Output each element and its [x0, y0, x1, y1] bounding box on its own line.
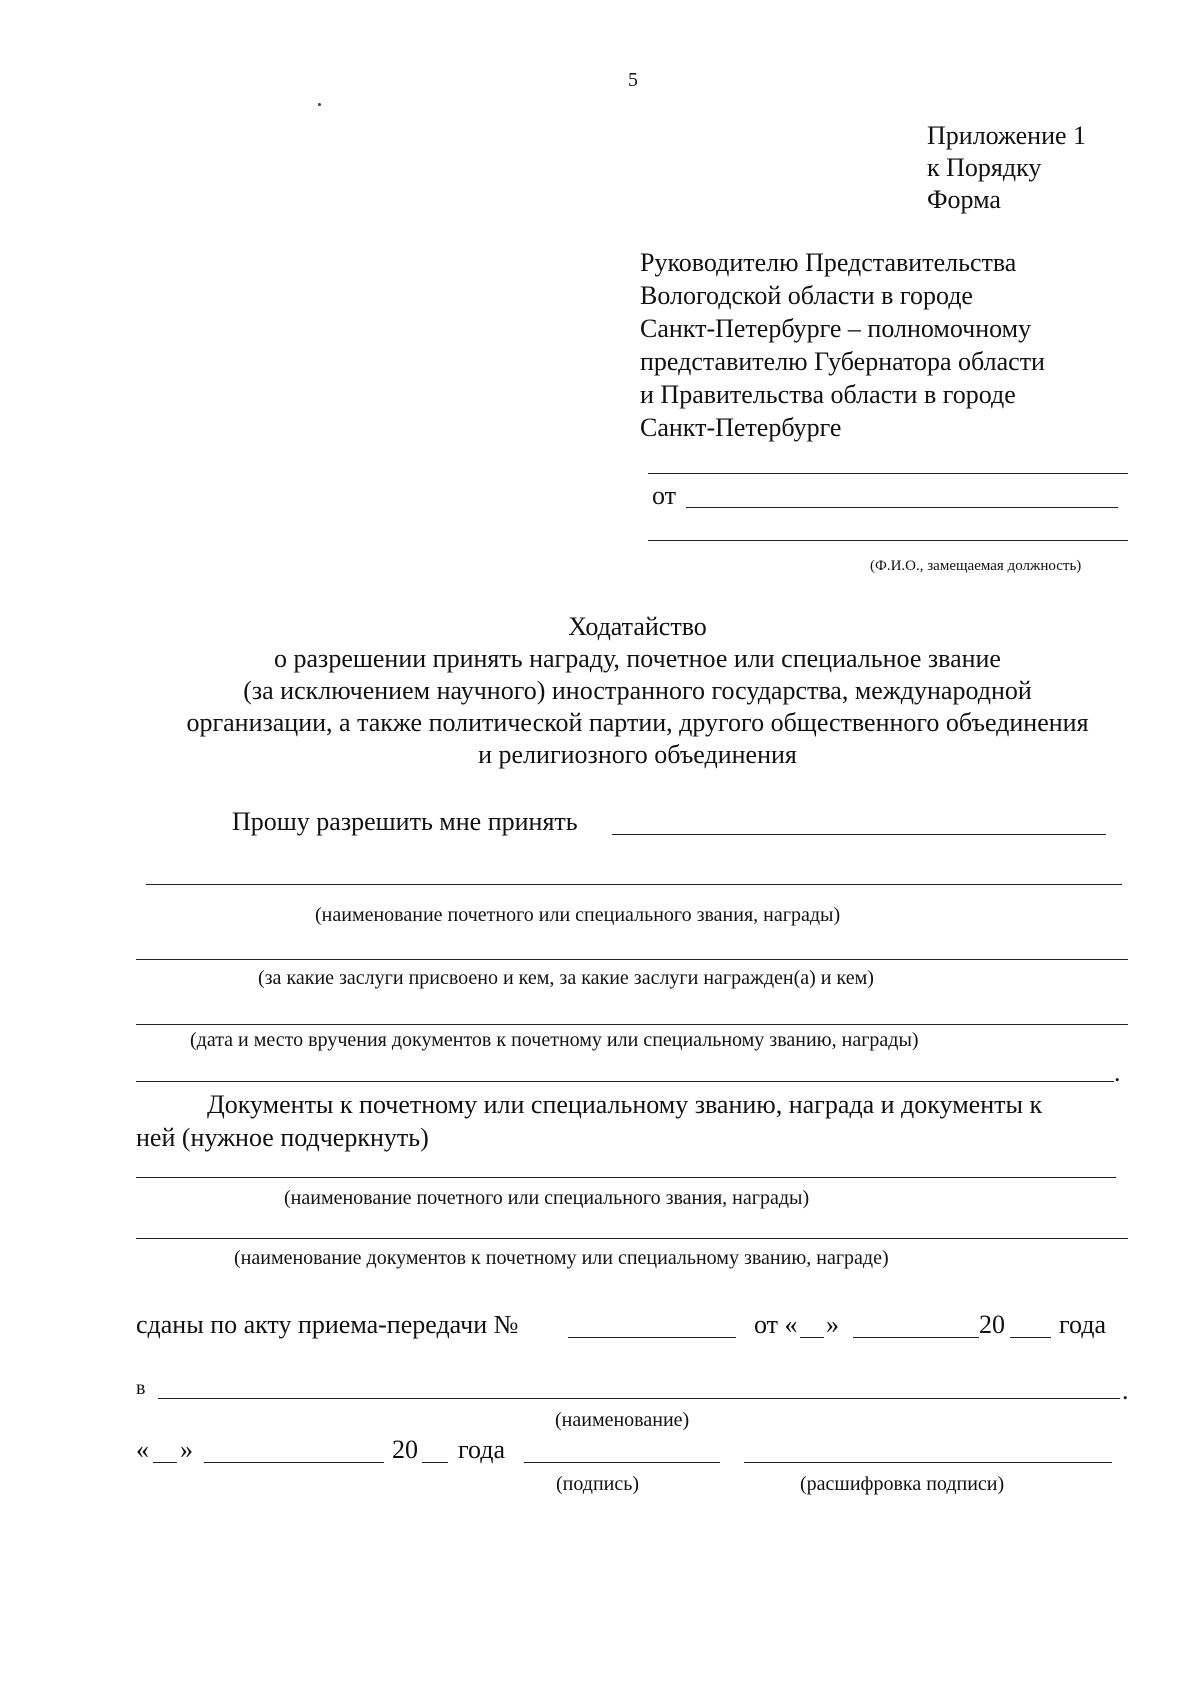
caption-documents-award: (наименование почетного или специального звания, награды): [284, 1187, 810, 1209]
addressee-line: представителю Губернатора области: [640, 347, 1045, 376]
request-text: Прошу разрешить мне принять: [232, 807, 578, 836]
from-blank-line-2[interactable]: [648, 540, 1128, 541]
petition-subtitle-line: и религиозного объединения: [478, 740, 797, 769]
request-period: .: [1114, 1058, 1121, 1087]
petition-subtitle-line: (за исключением научного) иностранного государства, международной: [243, 676, 1032, 705]
petition-subtitle-line: о разрешении принять награду, почетное или специальное звание: [274, 644, 1001, 673]
caption-signature: (подпись): [556, 1473, 640, 1495]
act-year-field[interactable]: [1010, 1337, 1051, 1338]
sign-month-field[interactable]: [204, 1462, 384, 1463]
act-month-field[interactable]: [853, 1337, 979, 1338]
appendix-line-1: Приложение 1: [927, 121, 1087, 150]
caption-organization: (наименование): [555, 1409, 690, 1431]
from-caption: (Ф.И.О., замещаемая должность): [870, 558, 1082, 574]
caption-merits: (за какие заслуги присвоено и кем, за какие заслуги награжден(а) и кем): [258, 967, 874, 989]
documents-award-field[interactable]: [136, 1177, 1116, 1178]
from-name-field[interactable]: [686, 507, 1118, 508]
act-from-quote-open: от «: [754, 1310, 798, 1339]
act-year-suffix: года: [1059, 1310, 1107, 1339]
addressee-line: Руководителю Представительства: [640, 248, 1017, 277]
sign-year-suffix: года: [458, 1435, 506, 1464]
sign-year-prefix: 20: [392, 1435, 418, 1464]
documents-list-field[interactable]: [136, 1238, 1128, 1239]
award-name-field[interactable]: [612, 834, 1106, 835]
addressee-line: и Правительства области в городе: [640, 380, 1016, 409]
appendix-line-3: Форма: [927, 185, 1001, 214]
documents-line-1: Документы к почетному или специальному званию, награда и документы к: [207, 1090, 1043, 1119]
petition-subtitle-line: организации, а также политической партии, другого общественного объединения: [186, 708, 1089, 737]
addressee-line: Санкт-Петербурге: [640, 413, 842, 442]
signature-decode-field[interactable]: [744, 1462, 1112, 1463]
caption-award-name: (наименование почетного или специального звания, награды): [315, 904, 841, 926]
addressee-line: Вологодской области в городе: [640, 281, 973, 310]
recipient-organization-field[interactable]: [158, 1398, 1120, 1399]
delivery-date-place-field-2[interactable]: [136, 1081, 1114, 1082]
act-year-prefix: 20: [979, 1310, 1005, 1339]
act-number-field[interactable]: [568, 1337, 736, 1338]
act-quote-close: »: [826, 1310, 839, 1339]
sign-quote-close: »: [180, 1435, 193, 1464]
in-label: в: [136, 1377, 146, 1399]
scan-speck: [318, 103, 321, 106]
from-blank-line-1[interactable]: [648, 473, 1128, 474]
act-text: сданы по акту приема-передачи №: [136, 1310, 519, 1339]
act-day-field[interactable]: [800, 1337, 824, 1338]
sign-year-field[interactable]: [422, 1462, 448, 1463]
caption-delivery: (дата и место вручения документов к почетному или специальному званию, награды): [190, 1029, 919, 1051]
signature-field[interactable]: [524, 1462, 720, 1463]
page-number: 5: [628, 69, 638, 91]
documents-line-2: ней (нужное подчеркнуть): [136, 1123, 429, 1152]
caption-documents-list: (наименование документов к почетному или специальному званию, награде): [234, 1247, 889, 1269]
petition-heading: Ходатайство: [568, 612, 707, 641]
appendix-line-2: к Порядку: [927, 153, 1042, 182]
sign-quote-open: «: [136, 1435, 149, 1464]
from-label: от: [652, 481, 677, 510]
award-name-field-2[interactable]: [146, 884, 1122, 885]
caption-signature-decode: (расшифровка подписи): [800, 1473, 1005, 1495]
merits-field[interactable]: [136, 959, 1128, 960]
in-period: .: [1122, 1376, 1129, 1405]
delivery-date-place-field[interactable]: [136, 1024, 1128, 1025]
sign-day-field[interactable]: [153, 1462, 177, 1463]
addressee-line: Санкт-Петербурге – полномочному: [640, 314, 1032, 343]
